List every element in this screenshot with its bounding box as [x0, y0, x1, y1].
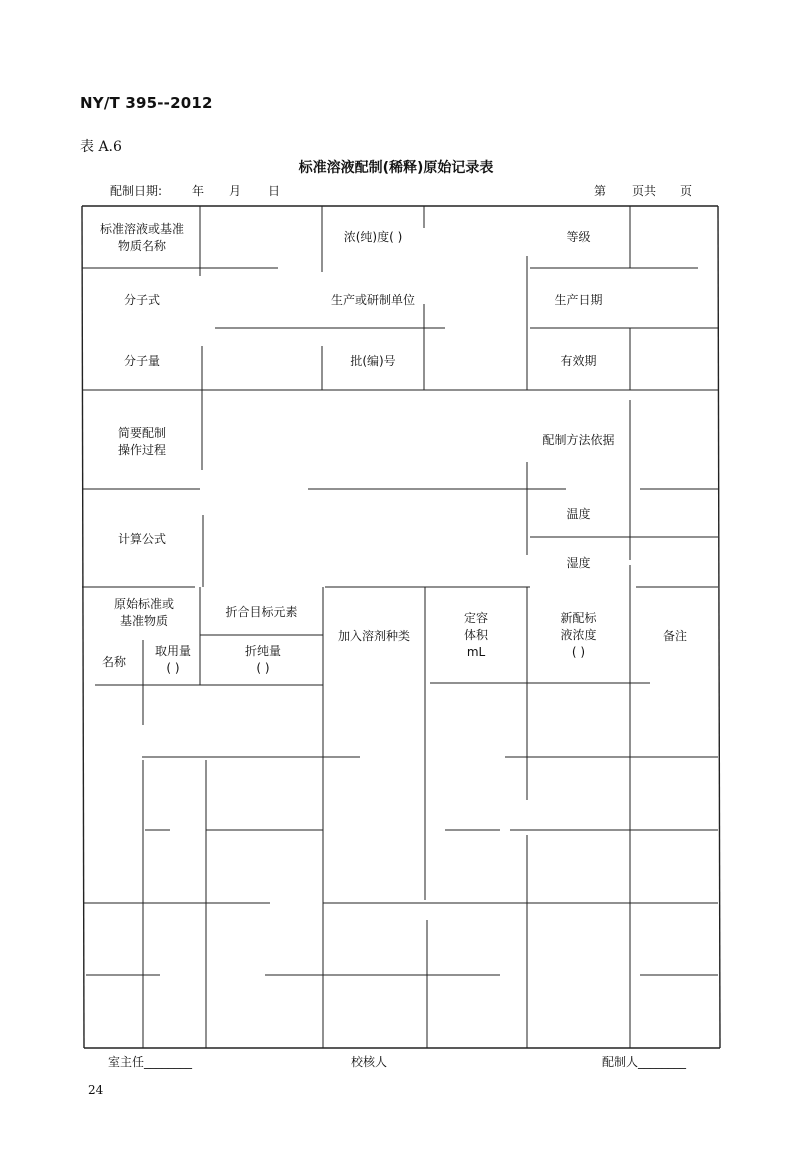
new-conc-line-3: ( ) — [571, 645, 586, 659]
std-name-label — [84, 221, 200, 255]
orig-standard-header — [84, 596, 204, 630]
table-title: 标准溶液配制(稀释)原始记录表 — [298, 160, 494, 176]
day-label: 日 — [268, 184, 281, 198]
formula-label: 计算公式 — [117, 532, 166, 546]
new-conc-line-2: 液浓度 — [560, 628, 597, 642]
volume-header — [425, 610, 527, 661]
batch-no-label: 批(编)号 — [350, 354, 396, 368]
page-no-label: 第 — [594, 184, 607, 198]
table-border-right — [718, 206, 720, 1048]
humidity-label: 湿度 — [566, 556, 591, 570]
name-header: 名称 — [101, 655, 126, 669]
amount-header — [143, 643, 203, 677]
producer-label: 生产或研制单位 — [330, 293, 415, 307]
molecular-formula-label: 分子式 — [123, 293, 160, 307]
page-number: 24 — [88, 1083, 104, 1097]
molecular-weight-label: 分子量 — [123, 354, 160, 368]
method-basis-label: 配制方法依据 — [542, 433, 615, 447]
orig-standard-line-1: 原始标准或 — [113, 597, 174, 611]
purity-label: 浓(纯)度( ) — [343, 230, 403, 244]
production-date-label: 生产日期 — [554, 293, 603, 307]
remarks-header: 备注 — [662, 629, 687, 643]
reviewer-signature: 室主任________ — [108, 1055, 193, 1069]
amount-line-1: 取用量 — [154, 644, 191, 658]
std-name-line-2: 物质名称 — [117, 239, 166, 253]
volume-line-2: 体积 — [463, 628, 488, 642]
volume-line-1: 定容 — [463, 611, 488, 625]
page-end-label: 页 — [680, 184, 693, 198]
new-conc-line-1: 新配标 — [560, 611, 597, 625]
table-number: 表 A.6 — [80, 139, 122, 155]
checker-signature: 校核人 — [351, 1055, 388, 1069]
solvent-header: 加入溶剂种类 — [337, 629, 410, 643]
page-total-label: 页共 — [632, 184, 657, 198]
converted-line-1: 折纯量 — [244, 644, 281, 658]
procedure-label — [84, 425, 200, 459]
standard-code: NY/T 395--2012 — [80, 94, 213, 112]
new-conc-header — [527, 610, 630, 661]
volume-line-3: mL — [466, 645, 486, 659]
year-label: 年 — [192, 184, 205, 198]
convert-target-header: 折合目标元素 — [225, 605, 298, 619]
amount-line-2: ( ) — [166, 661, 180, 675]
std-name-line-1: 标准溶液或基准 — [99, 222, 184, 236]
preparer-signature: 配制人________ — [602, 1055, 687, 1069]
orig-standard-line-2: 基准物质 — [119, 614, 168, 628]
validity-label: 有效期 — [560, 354, 597, 368]
month-label: 月 — [229, 184, 242, 198]
procedure-line-1: 简要配制 — [117, 426, 166, 440]
converted-header — [203, 643, 323, 677]
converted-line-2: ( ) — [256, 661, 270, 675]
procedure-line-2: 操作过程 — [117, 443, 166, 457]
grade-label: 等级 — [566, 230, 591, 244]
temperature-label: 温度 — [566, 507, 591, 521]
prep-date-label: 配制日期: — [110, 184, 163, 198]
